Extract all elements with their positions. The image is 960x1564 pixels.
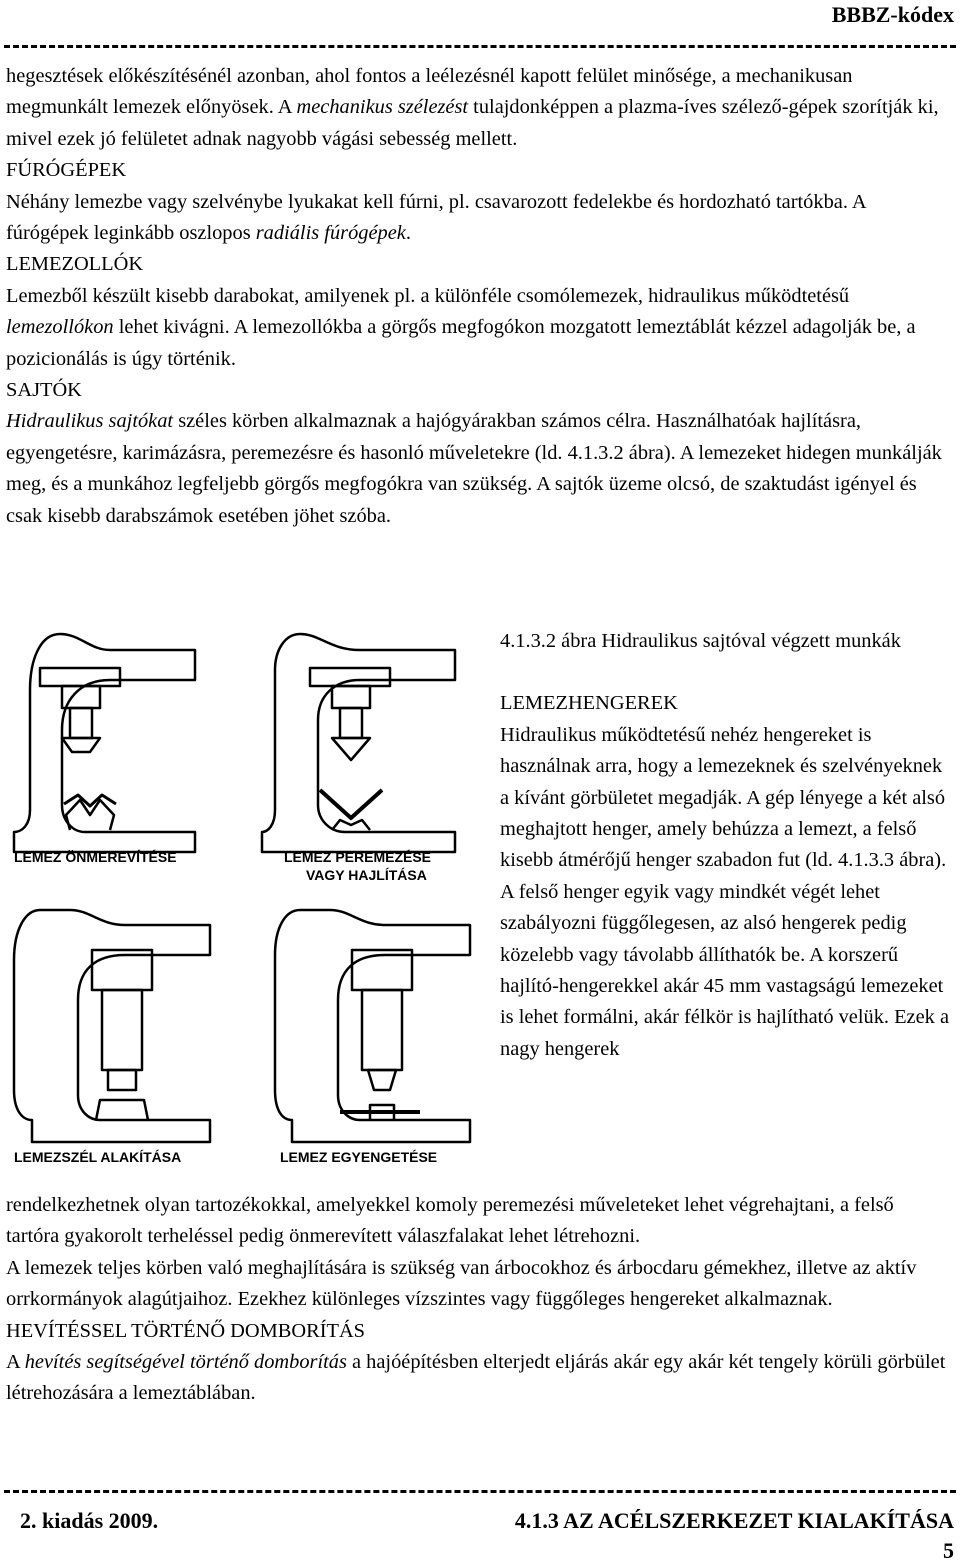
heading-lemezhengerek: LEMEZHENGEREK	[500, 692, 678, 715]
sajtok-paragraph: Hidraulikus sajtókat széles körben alkalmaznak a hajógyárakban számos célra. Használhatóak hajlításra, egyengetésre, karimázásra, peremezésre és hasonló műveletekre (ld. 4.1.3.2 ábra). A lemezeket hidegen munkálják meg, és a munkához legfeljebb görgős megfogókra van szükség. A sajtók üzeme olcsó, de szaktudást igényel és csak kisebb darabszámok esetében jöhet szóba.	[6, 410, 942, 527]
label-tl: LEMEZ ÖNMEREVÍTÉSE	[14, 849, 177, 865]
bent-plate-tr	[320, 790, 382, 818]
lemezhengerek-paragraph: Hidraulikus működtetésű nehéz hengereket is használnak arra, hogy a lemezeknek és szelvényeknek a kívánt görbületet megadják. A gép lényege a két alsó meghajtott henger, amely behúzza a lemezt, a felső kisebb átmérőjű henger szabadon fut (ld. 4.1.3.3 ábra). A felső henger egyik vagy mindkét végét lehet szabályozni függőlegesen, az alsó hengerek pedig közelebb vagy távolabb állíthatók be. A korszerű hajlító-hengerekkel akár 45 mm vastagságú lemezeket is lehet formálni, akár félkör is hajlítható velük. Ezek a nagy hengerek	[500, 723, 950, 1060]
heading-hevites: HEVÍTÉSSEL TÖRTÉNŐ DOMBORÍTÁS	[6, 1319, 366, 1342]
press-frame-tl	[14, 634, 195, 852]
heading-sajtok: SAJTÓK	[6, 379, 82, 402]
hevites-paragraph: A hevítés segítségével történő domborítás a hajóépítésben elterjedt eljárás akár egy akár két tengely körüli görbület létrehozására a lemeztáblában.	[6, 1351, 946, 1405]
right-column	[500, 626, 955, 1065]
press-frame-tr	[262, 634, 455, 852]
lemezollok-paragraph: Lemezből készült kisebb darabokat, amilyenek pl. a különféle csomólemezek, hidraulikus működtetésű lemezollókon lehet kivágni. A lemezollókba a görgős megfogókon mozgatott lemeztáblát kézzel adagolják be, a pozicionálás is úgy történik.	[6, 284, 916, 370]
top-text	[6, 61, 952, 532]
press-operations-figure	[0, 620, 486, 1175]
heading-lemezollok: LEMEZOLLÓK	[6, 253, 144, 276]
label-tr1: LEMEZ PEREMEZÉSE	[284, 849, 432, 865]
figure-caption: 4.1.3.2 ábra Hidraulikus sajtóval végzett munkák	[500, 630, 901, 652]
label-tr2: VAGY HAJLÍTÁSA	[306, 867, 427, 883]
press-head-tl	[40, 668, 120, 686]
die-bl	[96, 1100, 148, 1120]
label-bl: LEMEZSZÉL ALAKÍTÁSA	[14, 1149, 182, 1165]
label-br: LEMEZ EGYENGETÉSE	[280, 1149, 438, 1165]
page-number: 5	[943, 1538, 954, 1563]
document-title: BBBZ-kódex	[831, 2, 954, 27]
footer-chapter: 4.1.3 AZ ACÉLSZERKEZET KIALAKÍTÁSA	[514, 1508, 954, 1533]
press-diagram	[0, 620, 486, 1175]
footer-edition: 2. kiadás 2009.	[20, 1508, 159, 1533]
continuation-paragraph: rendelkezhetnek olyan tartozékokkal, amelyekkel komoly peremezési műveleteket lehet végrehajtani, a felső tartóra gyakorolt terheléssel pedig önmerevített válaszfalakat lehet létrehozni.	[6, 1194, 894, 1248]
furogepek-paragraph: Néhány lemezbe vagy szelvénybe lyukakat kell fúrni, pl. csavarozott fedelekbe és hordozható tartókba. A fúrógépek leginkább oszlopos radiális fúrógépek.	[6, 190, 866, 245]
press-frame-bl	[14, 910, 210, 1142]
footer-rule	[4, 1490, 956, 1493]
intro-paragraph: hegesztések előkészítésénél azonban, ahol fontos a leélezésnél kapott felület minősége, a mechanikusan megmunkált lemezek előnyösek. A mechanikus szélezést tulajdonképpen a plazma-íves szélező-gépek szorítják ki, mivel ezek jó felületet adnak nagyobb vágási sebesség mellett.	[6, 65, 939, 150]
bottom-text	[6, 1190, 952, 1410]
press-head-tr	[310, 668, 390, 686]
press-frame-br	[275, 910, 470, 1142]
heading-furogepek: FÚRÓGÉPEK	[6, 159, 127, 182]
header-rule	[4, 45, 956, 48]
arboc-paragraph: A lemezek teljes körben való meghajlítására is szükség van árbocokhoz és árbocdaru gémekhez, illetve az aktív orrkormányok alagútjaihoz. Ezekhez különleges vízszintes vagy függőleges hengereket alkalmaznak.	[6, 1256, 917, 1311]
